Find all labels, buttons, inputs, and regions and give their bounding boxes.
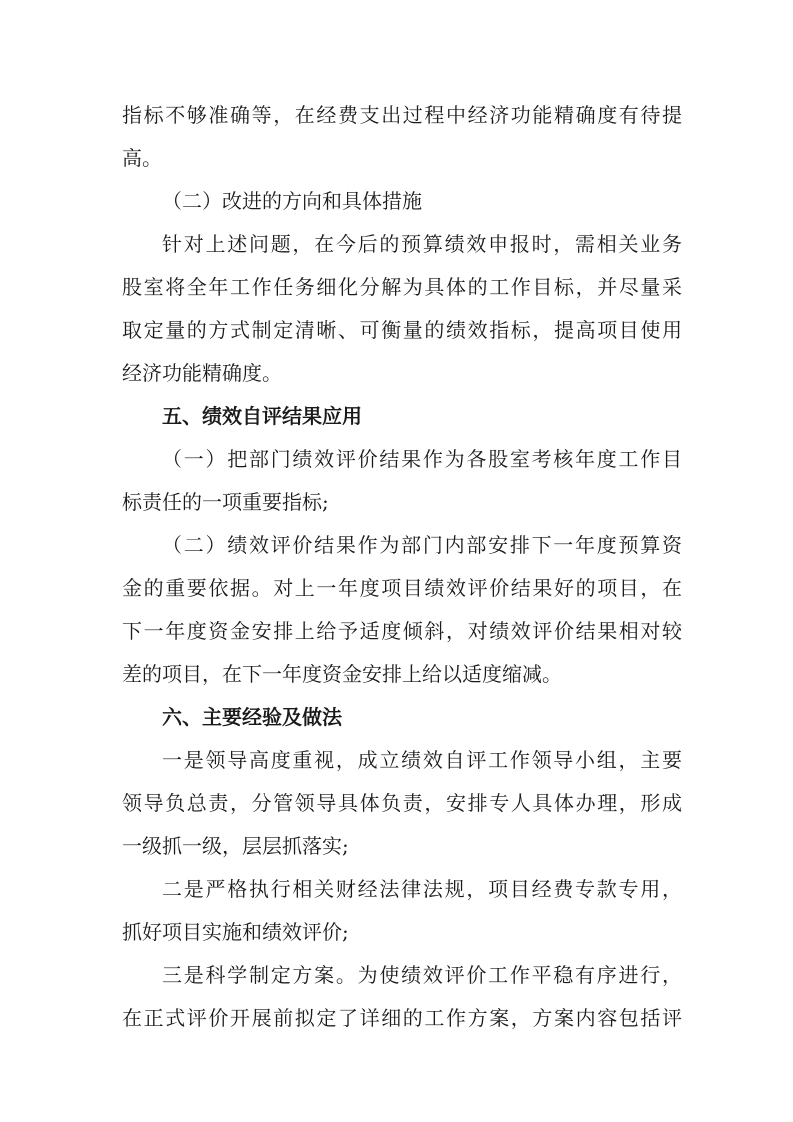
section-subheading: （二）改进的方向和具体措施: [162, 189, 422, 213]
paragraph-line: 针对上述问题，在今后的预算绩效申报时，需相关业务: [162, 232, 682, 256]
section-heading: 六、主要经验及做法: [162, 705, 342, 729]
paragraph-line: 抓好项目实施和绩效评价;: [122, 920, 349, 944]
paragraph-line: （二）绩效评价结果作为部门内部安排下一年度预算资: [162, 533, 682, 557]
paragraph-line: 经济功能精确度。: [122, 361, 282, 385]
paragraph-line: 一级抓一级，层层抓落实;: [122, 834, 349, 858]
paragraph-line: 高。: [122, 146, 162, 170]
paragraph-line: 标责任的一项重要指标;: [122, 490, 329, 514]
paragraph-line: 指标不够准确等，在经费支出过程中经济功能精确度有待提: [122, 103, 682, 127]
paragraph-line: 一是领导高度重视，成立绩效自评工作领导小组，主要: [162, 748, 682, 772]
paragraph-line: 差的项目，在下一年度资金安排上给以适度缩减。: [122, 662, 562, 686]
paragraph-line: 金的重要依据。对上一年度项目绩效评价结果好的项目，在: [122, 576, 682, 600]
paragraph-line: （一）把部门绩效评价结果作为各股室考核年度工作目: [162, 447, 682, 471]
paragraph-line: 二是严格执行相关财经法律法规，项目经费专款专用，: [162, 877, 682, 901]
paragraph-line: 取定量的方式制定清晰、可衡量的绩效指标，提高项目使用: [122, 318, 682, 342]
paragraph-line: 股室将全年工作任务细化分解为具体的工作目标，并尽量采: [122, 275, 682, 299]
section-heading: 五、绩效自评结果应用: [162, 404, 362, 428]
paragraph-line: 在正式评价开展前拟定了详细的工作方案，方案内容包括评: [122, 1006, 682, 1030]
paragraph-line: 下一年度资金安排上给予适度倾斜，对绩效评价结果相对较: [122, 619, 682, 643]
paragraph-line: 领导负总责，分管领导具体负责，安排专人具体办理，形成: [122, 791, 682, 815]
paragraph-line: 三是科学制定方案。为使绩效评价工作平稳有序进行，: [162, 963, 682, 987]
